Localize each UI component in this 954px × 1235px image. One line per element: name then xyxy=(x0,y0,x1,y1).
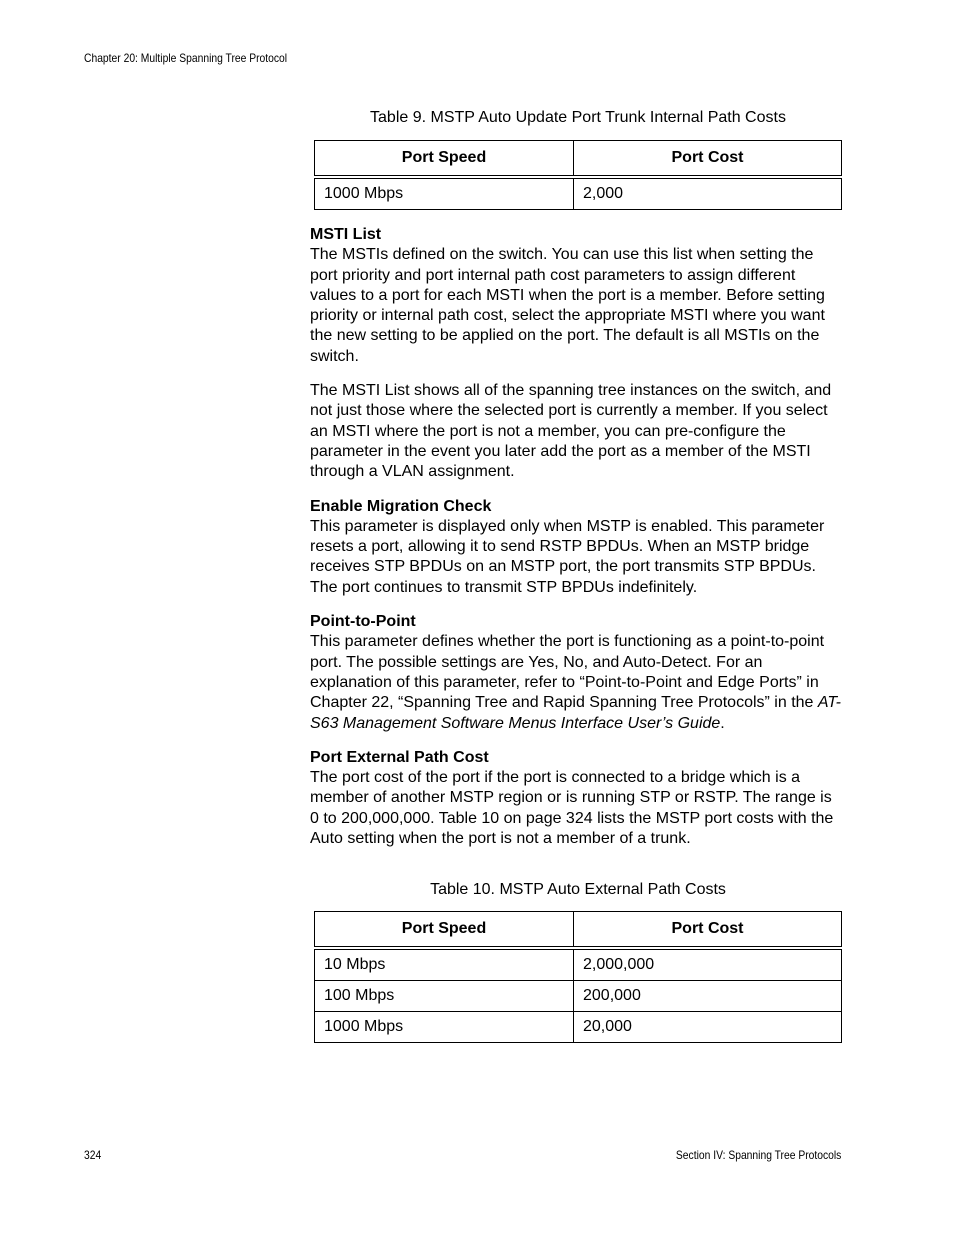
table-header-row xyxy=(315,912,842,949)
table-cell: 1000 Mbps xyxy=(315,1012,574,1043)
column-header: Port Cost xyxy=(574,912,842,949)
column-header: Port Speed xyxy=(315,912,574,949)
table-cell: 1000 Mbps xyxy=(315,177,574,210)
table-cell: 200,000 xyxy=(574,981,842,1012)
table-cell: 100 Mbps xyxy=(315,981,574,1012)
column-header: Port Speed xyxy=(315,141,574,178)
msti-list-section xyxy=(310,225,842,367)
body-text xyxy=(310,225,842,863)
paragraph: This parameter defines whether the port is functioning as a point-to-point port. The possible settings are Yes, No, and Auto-Detect. For an explanation of this parameter, refer to “Point-to-Point and Edge Ports” in Chapter 22, “Spanning Tree and Rapid Spanning Tree Protocols” in the xyxy=(310,633,825,712)
table9-caption: Table 9. MSTP Auto Update Port Trunk Internal Path Costs xyxy=(370,109,786,126)
table-row xyxy=(315,981,842,1012)
page-number: 324 xyxy=(84,1148,102,1162)
table10 xyxy=(314,911,842,1043)
table-row xyxy=(315,948,842,981)
paragraph: This parameter is displayed only when MSTP is enabled. This parameter resets a port, allowing it to send RSTP BPDUs. When an MSTP bridge receives STP BPDUs on an MSTP port, the port transmits STP BPDUs. The port continues to transmit STP BPDUs indefinitely. xyxy=(310,517,825,596)
table-cell: 2,000,000 xyxy=(574,948,842,981)
point-to-point-section xyxy=(310,612,842,734)
table-cell: 10 Mbps xyxy=(315,948,574,981)
port-external-section xyxy=(310,748,842,849)
table-row xyxy=(315,177,842,210)
running-head: Chapter 20: Multiple Spanning Tree Protocol xyxy=(84,51,288,65)
paragraph: The MSTI List shows all of the spanning tree instances on the switch, and not just those where the selected port is currently a member. If you select an MSTI where the port is not a member, you can pre-configure the parameter in the event you later add the port as a member of the MSTI through a VLAN assignment. xyxy=(310,382,832,481)
table-header-row xyxy=(315,141,842,178)
paragraph: The MSTIs defined on the switch. You can use this list when setting the port priority and port internal path cost parameters to assign different values to a port for each MSTI when the port is a member. Before setting priority or internal path cost, select the appropriate MSTI where you want the new setting to be applied on the port. The default is all MSTIs on the switch. xyxy=(310,246,825,365)
section-heading: Enable Migration Check xyxy=(310,497,492,515)
enable-migration-section xyxy=(310,497,842,598)
section-heading: Port External Path Cost xyxy=(310,748,489,766)
paragraph-end: . xyxy=(720,714,725,732)
paragraph: The port cost of the port if the port is connected to a bridge which is a member of another MSTP region or is running STP or RSTP. The range is 0 to 200,000,000. Table 10 on page 324 lists the MSTP port costs with the Auto setting when the port is not a member of a trunk. xyxy=(310,769,834,848)
table-cell: 2,000 xyxy=(574,177,842,210)
table-cell: 20,000 xyxy=(574,1012,842,1043)
table-row xyxy=(315,1012,842,1043)
section-heading: MSTI List xyxy=(310,226,382,243)
column-header: Port Cost xyxy=(574,141,842,178)
table9 xyxy=(314,140,842,210)
guide-title: AT-S63 Management Software Menus Interface User’s Guide xyxy=(310,694,841,732)
table10-caption: Table 10. MSTP Auto External Path Costs xyxy=(430,881,726,898)
section-footer: Section IV: Spanning Tree Protocols xyxy=(675,1148,841,1162)
section-heading: Point-to-Point xyxy=(310,613,416,631)
